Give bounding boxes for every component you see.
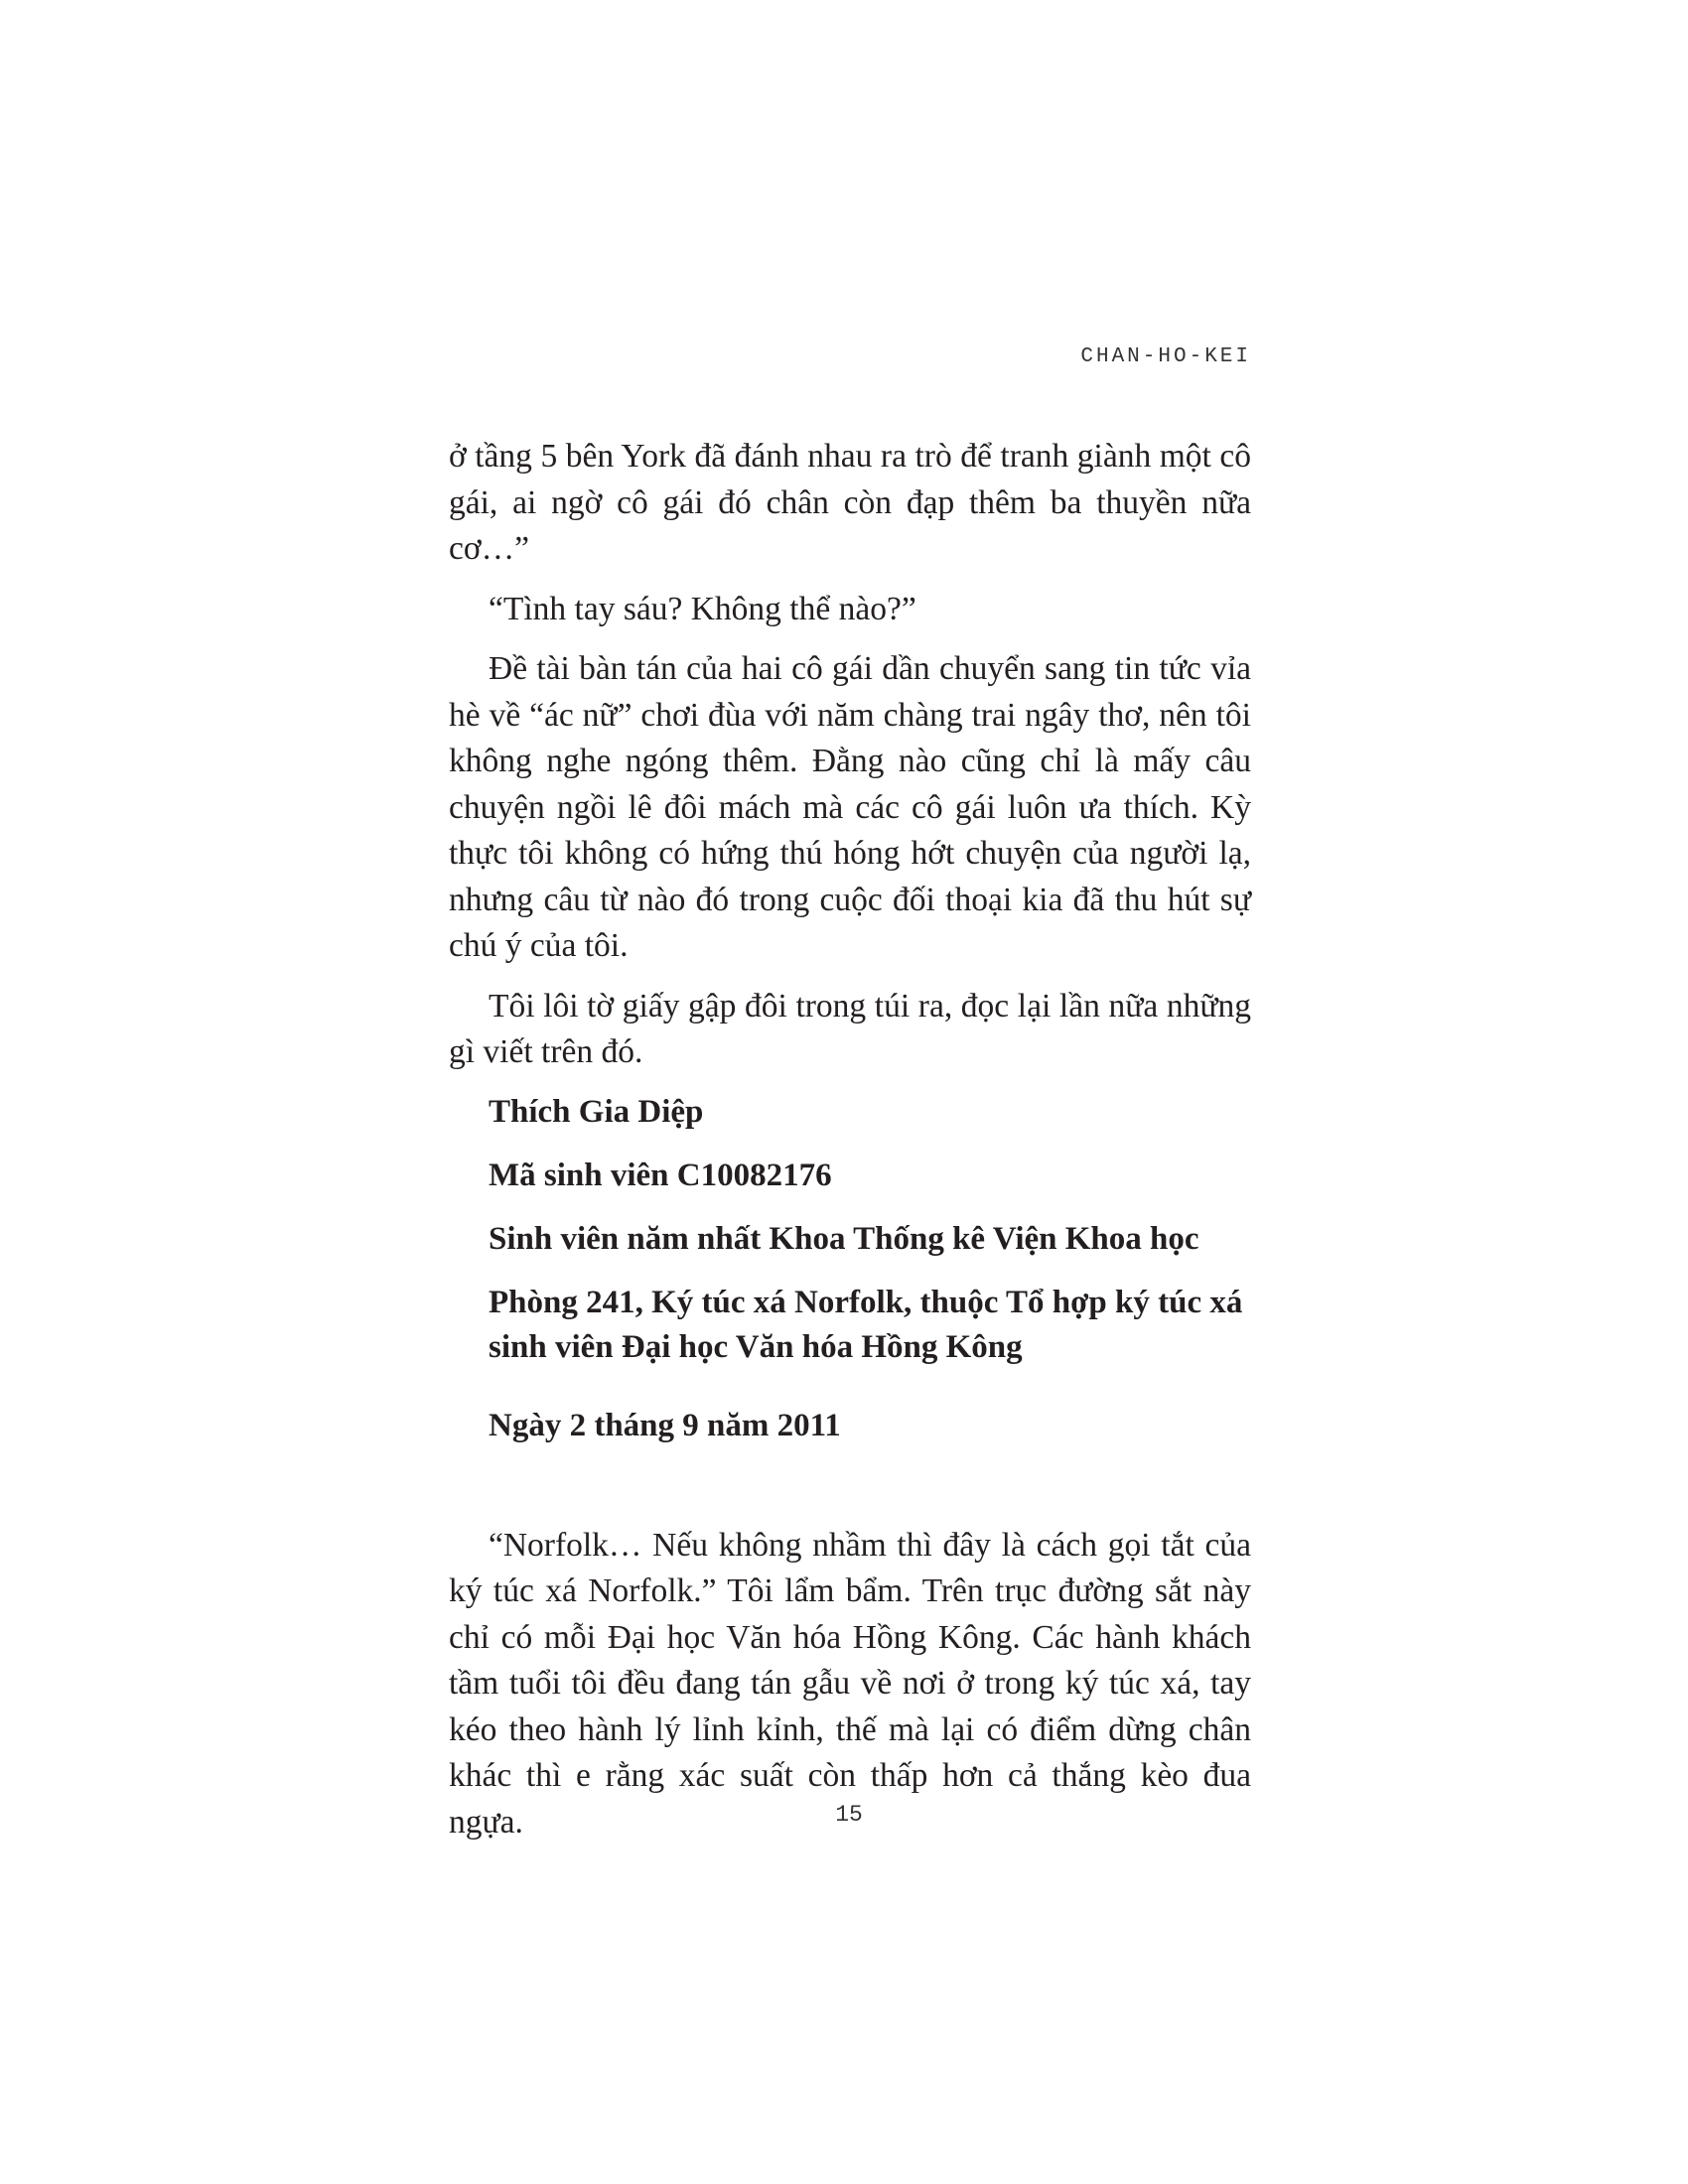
- paragraph-narration: Đề tài bàn tán của hai cô gái dần chuyển sang tin tức vỉa hè về “ác nữ” chơi đùa với năm chàng trai ngây thơ, nên tôi không nghe ngóng thêm. Đằng nào cũng chỉ là mấy câu chuyện ngồi lê đôi mách mà các cô gái luôn ưa thích. Kỳ thực tôi không có hứng thú hóng hớt chuyện của người lạ, nhưng câu từ nào đó trong cuộc đối thoại kia đã thu hút sự chú ý của tôi.: [449, 650, 1251, 964]
- note-address: Phòng 241, Ký túc xá Norfolk, thuộc Tổ hợp ký túc xá sinh viên Đại học Văn hóa Hồng Kông: [489, 1284, 1243, 1365]
- paragraph-continuation: ở tầng 5 bên York đã đánh nhau ra trò để tranh giành một cô gái, ai ngờ cô gái đó chân còn đạp thêm ba thuyền nữa cơ…”: [449, 438, 1251, 567]
- note-name: Thích Gia Diệp: [489, 1093, 704, 1130]
- note-program: Sinh viên năm nhất Khoa Thống kê Viện Khoa học: [489, 1220, 1199, 1257]
- body-text: [449, 434, 1251, 1859]
- running-header-author: CHAN-HO-KEI: [1080, 345, 1251, 368]
- paragraph-paper-intro: Tôi lôi tờ giấy gập đôi trong túi ra, đọc lại lần nữa những gì viết trên đó.: [449, 987, 1251, 1070]
- note-date: Ngày 2 tháng 9 năm 2011: [489, 1407, 841, 1443]
- paragraph-closing: “Norfolk… Nếu không nhầm thì đây là cách gọi tắt của ký túc xá Norfolk.” Tôi lẩm bẩm. Trên trục đường sắt này chỉ có mỗi Đại học Văn hóa Hồng Kông. Các hành khách tầm tuổi tôi đều đang tán gẫu về nơi ở trong ký túc xá, tay kéo theo hành lý lỉnh kỉnh, thế mà lại có điểm dừng chân khác thì e rằng xác suất còn thấp hơn cả thắng kèo đua ngựa.: [449, 1526, 1251, 1841]
- page-number: 15: [835, 1802, 863, 1828]
- paper-note: [489, 1090, 1251, 1448]
- paragraph-dialogue: “Tình tay sáu? Không thể nào?”: [489, 590, 916, 627]
- note-student-id: Mã sinh viên C10082176: [489, 1157, 832, 1193]
